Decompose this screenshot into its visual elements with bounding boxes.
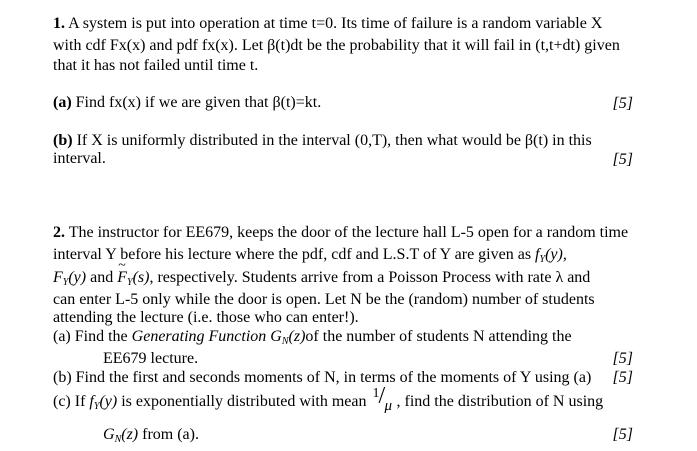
q1-b-marks: [5]: [612, 151, 633, 168]
q2-c-mid: is exponentially distributed with mean: [121, 393, 367, 410]
q2-a-italic: Generating Function: [131, 328, 267, 345]
q2-line-4: can enter L-5 only while the door is open. Let N be the (random) number of students: [53, 291, 595, 308]
math-GN: $G_N(z)$: [270, 328, 306, 347]
q1-b-text-1: If X is uniformly distributed in the interval (0,T), then what would be β(t) in this: [76, 132, 592, 149]
q1-a-marks: [5]: [612, 95, 633, 112]
math-Fy-tilde: ~ $F_Y(s)$: [117, 269, 149, 286]
q1-b-label: (b): [53, 132, 73, 149]
q1-a-text: Find fx(x) if we are given that β(t)=kt.: [75, 94, 322, 111]
q2-and: and: [90, 269, 114, 286]
q1-b-text-2: interval.: [53, 150, 106, 167]
math-one-over-mu: 1 / μ: [372, 383, 393, 415]
q2-c-pre: (c) If: [53, 393, 86, 410]
q2-a-pre: (a) Find the: [53, 328, 128, 345]
q1-text-line-1: A system is put into operation at time t=0. Its time of failure is a random variable X: [68, 15, 603, 32]
q2-c-marks: [5]: [612, 426, 633, 443]
q1-line-2: with cdf Fx(x) and pdf fx(x). Let β(t)dt be the probability that it will fail in (t,t+dt) given: [53, 37, 620, 54]
q2-line-5: attending the lecture (i.e. those who can enter!).: [53, 309, 359, 326]
q2-b-marks: [5]: [612, 369, 633, 386]
q2-part-c: [53, 383, 633, 417]
q2-a-line-2: EE679 lecture.: [103, 350, 199, 367]
q2-text-line-3: , respectively. Students arrive from a Poisson Process with rate λ and: [149, 269, 591, 286]
math-fy-c: $f_Y(y)$: [89, 393, 118, 412]
q1-part-b-line-1: [53, 131, 633, 151]
math-fy: $f_Y(y)$,: [535, 246, 567, 265]
q2-c-post: , find the distribution of N using: [396, 393, 604, 410]
q2-text-line-1: The instructor for EE679, keeps the door of the lecture hall L-5 open for a random time: [68, 224, 629, 241]
q2-a-post: of the number of students N attending the: [305, 328, 572, 345]
q2-a-marks: [5]: [612, 350, 633, 367]
q1-line-1: [53, 14, 633, 34]
math-GN-c: $G_N(z)$: [103, 426, 139, 445]
q1-a-label: (a): [53, 94, 72, 111]
q2-number: 2.: [53, 224, 65, 241]
q1-line-3: that it has not failed until time t.: [53, 57, 259, 74]
q2-c-l2-post: from (a).: [142, 426, 199, 443]
q2-text-line-2: interval Y before his lecture where the pdf, cdf and L.S.T of Y are given as: [53, 246, 532, 263]
q2-line-1: [53, 223, 633, 243]
math-Fy: $F_Y(y)$: [53, 269, 87, 288]
q2-part-b: (b) Find the first and seconds moments of N, in terms of the moments of Y using (a): [53, 369, 592, 386]
q2-c-line-2: [103, 425, 633, 450]
q2-line-2: [53, 245, 633, 270]
q1-number: 1.: [53, 15, 65, 32]
q1-part-a: [53, 93, 633, 113]
